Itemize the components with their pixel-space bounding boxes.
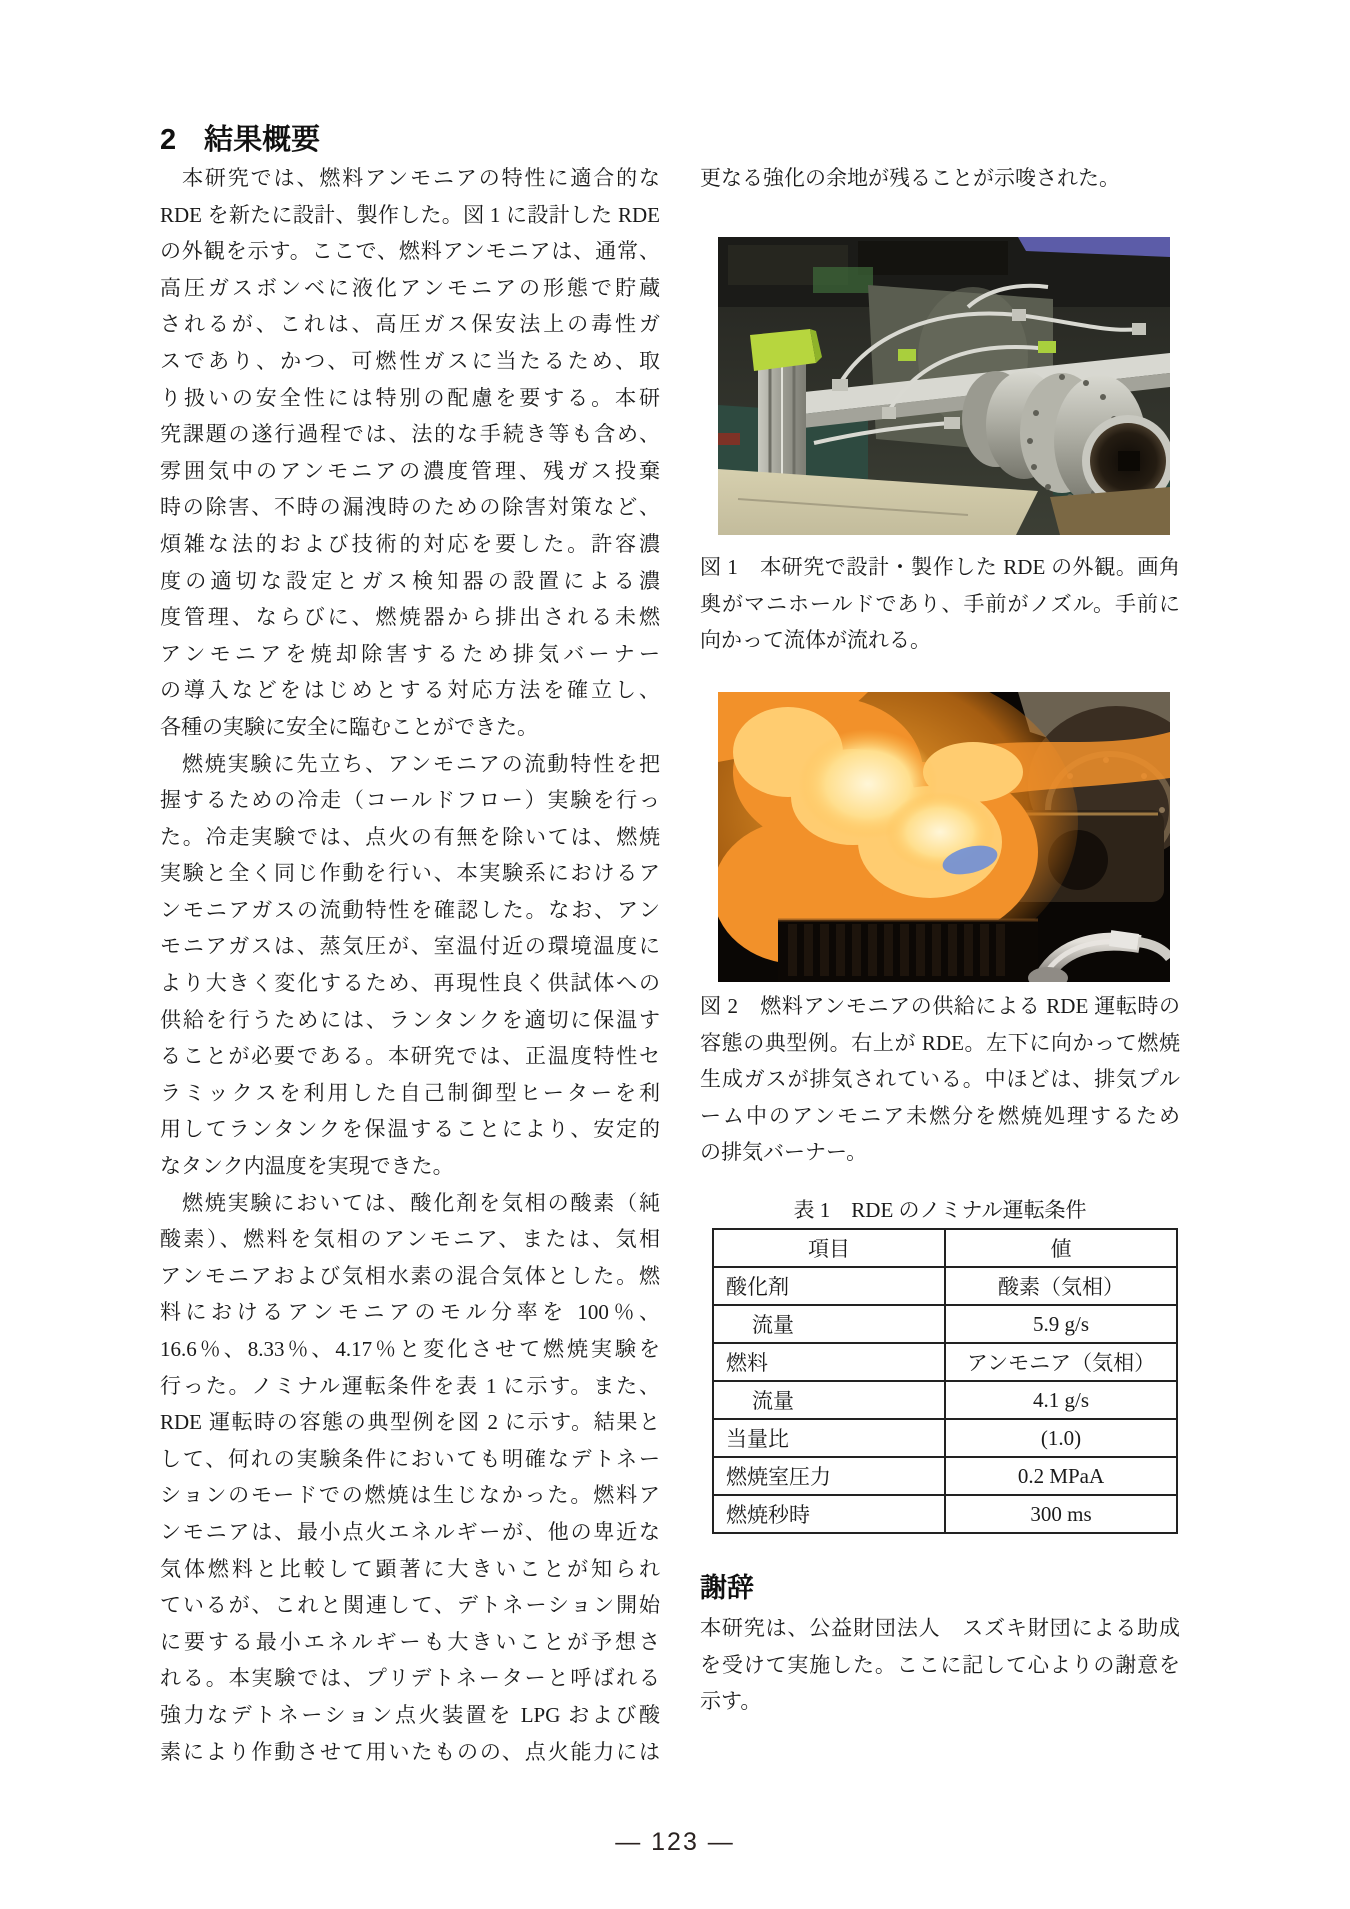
- text-line: なタンク内温度を実現できた。: [160, 1154, 454, 1179]
- text-line: 本研究では、燃料アンモニアの特性に適合的な: [182, 166, 660, 190]
- text-line: に要する最小エネルギーも大きいことが予想さ: [160, 1629, 660, 1654]
- caption-line: ーム中のアンモニア未燃分を燃焼処理するため: [700, 1103, 1180, 1128]
- row-value: 酸素（気相）: [945, 1267, 1177, 1305]
- text-line: 用してランタンクを保温することにより、安定的: [160, 1117, 660, 1142]
- text-line: 供給を行うためには、ランタンクを適切に保温す: [160, 1007, 660, 1032]
- row-item: 燃焼秒時: [713, 1495, 945, 1533]
- table-row: [713, 1381, 1177, 1419]
- text-line: 燃焼実験においては、酸化剤を気相の酸素（純: [182, 1190, 660, 1215]
- row-value: (1.0): [945, 1419, 1177, 1457]
- operating-conditions-table: [712, 1228, 1178, 1534]
- text-line: 料におけるアンモニアのモル分率を 100％、: [160, 1300, 660, 1325]
- row-item: 酸化剤: [713, 1267, 945, 1305]
- acknowledgment-body: [700, 1610, 1180, 1720]
- caption-line: 奥がマニホールドであり、手前がノズル。手前に: [700, 591, 1180, 616]
- row-item: 燃焼室圧力: [713, 1457, 945, 1495]
- section-title: 結果概要: [204, 124, 321, 156]
- text-line: して、何れの実験条件においても明確なデトネー: [160, 1446, 660, 1471]
- text-line: ることが必要である。本研究では、正温度特性セ: [160, 1044, 660, 1069]
- text-line: の外観を示す。ここで、燃料アンモニアは、通常、: [160, 239, 660, 264]
- text-line: 気体燃料と比較して顕著に大きいことが知られ: [160, 1556, 660, 1581]
- text-line: スであり、かつ、可燃性ガスに当たるため、取: [160, 348, 660, 373]
- row-item: 当量比: [713, 1419, 945, 1457]
- text-line: 行った。ノミナル運転条件を表 1 に示す。また、: [160, 1373, 660, 1398]
- table-title: 表 1 RDE のノミナル運転条件: [793, 1198, 1087, 1222]
- row-value: 4.1 g/s: [945, 1381, 1177, 1419]
- section-heading: [160, 122, 320, 158]
- text-line: 雰囲気中のアンモニアの濃度管理、残ガス投棄: [160, 458, 660, 483]
- text-line: 素により作動させて用いたものの、点火能力には: [160, 1739, 660, 1764]
- text-line: RDE 運転時の容態の典型例を図 2 に示す。結果と: [160, 1410, 660, 1435]
- text-line: 示す。: [700, 1689, 762, 1714]
- table-row: [713, 1457, 1177, 1495]
- text-line: ンモニアは、最小点火エネルギーが、他の卑近な: [160, 1519, 660, 1544]
- text-line: ションのモードでの燃焼は生じなかった。燃料ア: [160, 1483, 660, 1508]
- text-line: 16.6％、8.33％、4.17％と変化させて燃焼実験を: [160, 1337, 660, 1361]
- table-row: [713, 1305, 1177, 1343]
- text-line: RDE を新たに設計、製作した。図 1 に設計した RDE: [160, 202, 660, 227]
- text-line: 酸素）、燃料を気相のアンモニア、または、気相: [160, 1227, 660, 1252]
- text-line: 高圧ガスボンベに液化アンモニアの形態で貯蔵: [160, 275, 660, 300]
- table-header-row: [713, 1229, 1177, 1267]
- table-row: [713, 1267, 1177, 1305]
- page-number: — 123 —: [615, 1828, 735, 1856]
- text-line: の導入などをはじめとする対応方法を確立し、: [160, 678, 660, 703]
- section-number: 2: [160, 124, 177, 156]
- right-column-intro: [700, 160, 1180, 197]
- table-row: [713, 1419, 1177, 1457]
- text-line: アンモニアおよび気相水素の混合気体とした。燃: [160, 1263, 660, 1288]
- text-line: より大きく変化するため、再現性良く供試体への: [160, 971, 660, 996]
- text-line: 強力なデトネーション点火装置を LPG および酸: [160, 1702, 660, 1727]
- figure2-caption: [700, 988, 1180, 1171]
- caption-line: 向かって流体が流れる。: [700, 628, 931, 653]
- text-line: 煩雑な法的および技術的対応を要した。許容濃: [160, 531, 660, 556]
- text-line: た。冷走実験では、点火の有無を除いては、燃焼: [160, 824, 660, 849]
- text-line: 握するための冷走（コールドフロー）実験を行っ: [160, 788, 660, 813]
- table-row: [713, 1495, 1177, 1533]
- row-value: 5.9 g/s: [945, 1305, 1177, 1343]
- figure1-photo: [718, 237, 1170, 535]
- row-value: 300 ms: [945, 1495, 1177, 1533]
- column-header-item: 項目: [713, 1229, 945, 1267]
- caption-line: 図 1 本研究で設計・製作した RDE の外観。画角: [700, 555, 1180, 579]
- caption-line: 容態の典型例。右上が RDE。左下に向かって燃焼: [700, 1030, 1180, 1055]
- row-item: 流量: [713, 1305, 945, 1343]
- row-item: 燃料: [713, 1343, 945, 1381]
- text-line: 度の適切な設定とガス検知器の設置による濃: [160, 568, 660, 593]
- figure2-photo: [718, 692, 1170, 982]
- acknowledgment-heading: 謝辞: [700, 1573, 754, 1603]
- text-line: 各種の実験に安全に臨むことができた。: [160, 714, 538, 739]
- text-line: 燃焼実験に先立ち、アンモニアの流動特性を把: [182, 751, 660, 776]
- left-column: [160, 160, 660, 1770]
- row-value: アンモニア（気相）: [945, 1343, 1177, 1381]
- caption-line: 生成ガスが排気されている。中ほどは、排気プル: [700, 1067, 1180, 1092]
- text-line: 本研究は、公益財団法人 スズキ財団による助成: [700, 1616, 1180, 1640]
- text-line: れる。本実験では、プリデトネーターと呼ばれる: [160, 1666, 660, 1691]
- text-line: アンモニアを焼却除害するため排気バーナー: [160, 641, 660, 666]
- caption-line: の排気バーナー。: [700, 1140, 868, 1165]
- text-line: 実験と全く同じ作動を行い、本実験系におけるア: [160, 861, 660, 886]
- text-line: モニアガスは、蒸気圧が、室温付近の環境温度に: [160, 934, 660, 959]
- table-row: [713, 1343, 1177, 1381]
- text-line: 究課題の遂行過程では、法的な手続き等も含め、: [160, 422, 660, 447]
- caption-line: 図 2 燃料アンモニアの供給による RDE 運転時の: [700, 994, 1180, 1018]
- text-line: 度管理、ならびに、燃焼器から排出される未燃: [160, 605, 660, 630]
- column-header-value: 値: [945, 1229, 1177, 1267]
- text-line: 時の除害、不時の漏洩時のための除害対策など、: [160, 495, 660, 520]
- text-line: されるが、これは、高圧ガス保安法上の毒性ガ: [160, 312, 660, 337]
- text-line: 更なる強化の余地が残ることが示唆された。: [700, 166, 1120, 190]
- figure1-caption: [700, 549, 1180, 659]
- text-line: ラミックスを利用した自己制御型ヒーターを利: [160, 1080, 660, 1105]
- row-value: 0.2 MPaA: [945, 1457, 1177, 1495]
- row-item: 流量: [713, 1381, 945, 1419]
- text-line: り扱いの安全性には特別の配慮を要する。本研: [160, 385, 660, 410]
- text-line: ンモニアガスの流動特性を確認した。なお、アン: [160, 897, 660, 922]
- text-line: ているが、これと関連して、デトネーション開始: [160, 1593, 660, 1618]
- text-line: を受けて実施した。ここに記して心よりの謝意を: [700, 1652, 1180, 1677]
